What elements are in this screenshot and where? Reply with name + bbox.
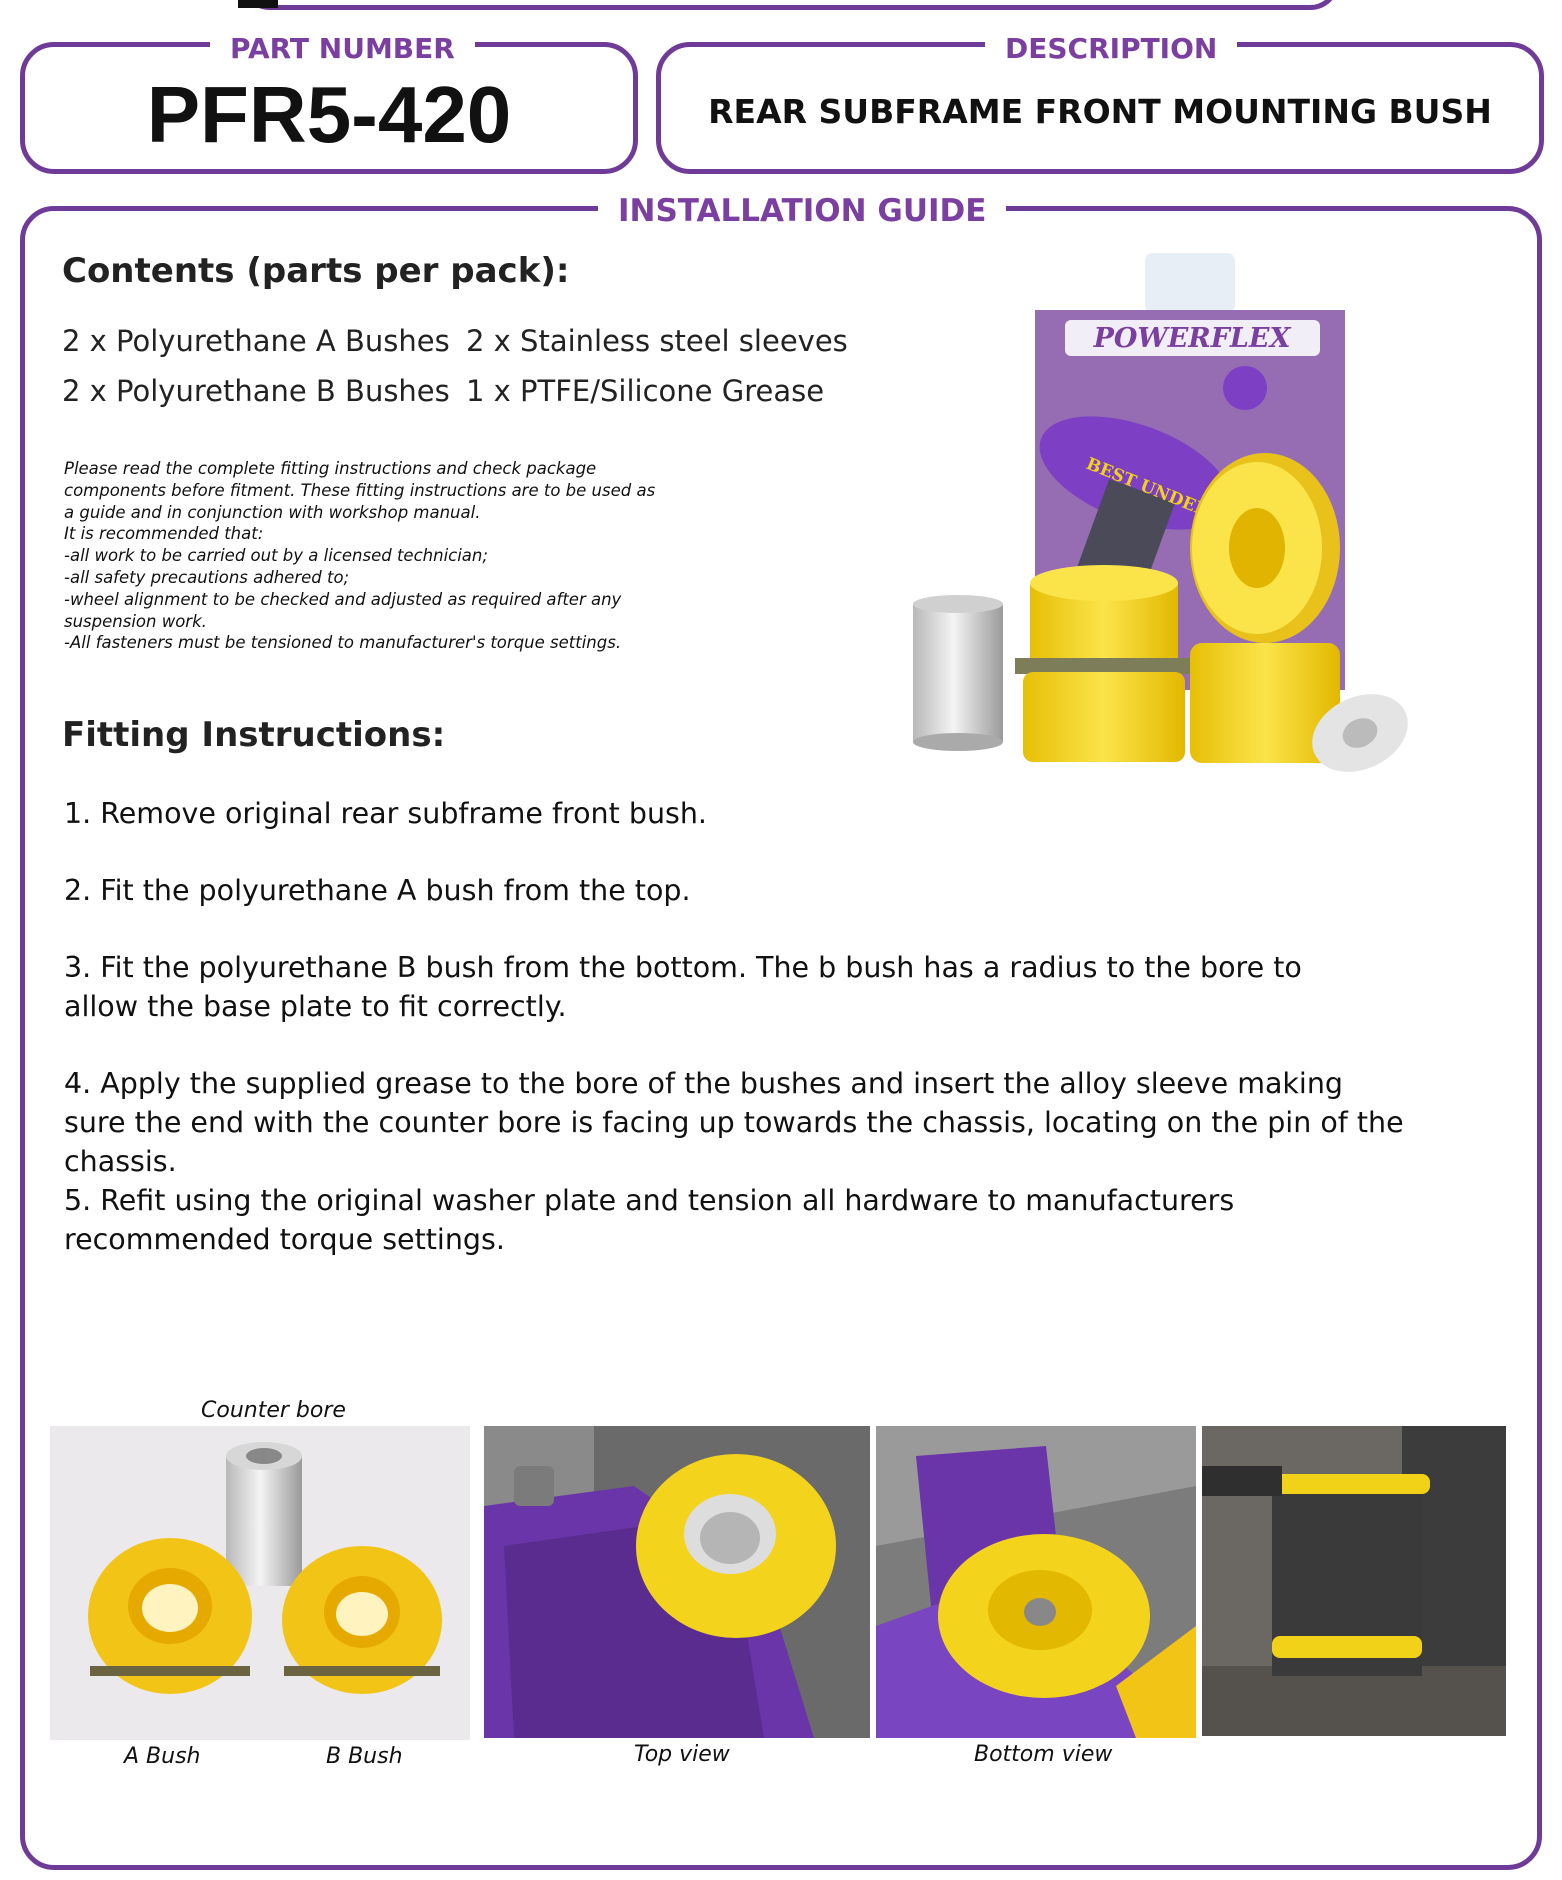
notice-line: -All fasteners must be tensioned to manufacturer's torque settings.: [64, 633, 622, 653]
installation-guide-legend: INSTALLATION GUIDE: [598, 192, 1006, 230]
caption-top-view: Top view: [634, 1742, 730, 1767]
part-number-legend: PART NUMBER: [210, 32, 475, 66]
contents-heading: Contents (parts per pack):: [62, 251, 570, 291]
step-2: 2. Fit the polyurethane A bush from the top.: [64, 874, 691, 907]
contents-item: 2 x Polyurethane A Bushes: [62, 324, 450, 358]
notice-line: -all safety precautions adhered to;: [64, 567, 350, 587]
notice-line: -all work to be carried out by a licensed technician;: [64, 546, 488, 566]
brand-logo: POWERFLEX: [1093, 323, 1291, 354]
step-1: 1. Remove original rear subframe front bush.: [64, 797, 707, 830]
product-package-image: [905, 248, 1475, 778]
photo-bottom-view: [876, 1426, 1196, 1738]
contents-item: 1 x PTFE/Silicone Grease: [466, 374, 825, 408]
photo-installed: [1202, 1426, 1506, 1736]
notice-line: suspension work.: [64, 611, 207, 631]
contents-list: [62, 316, 862, 416]
description-text: REAR SUBFRAME FRONT MOUNTING BUSH: [708, 92, 1492, 131]
caption-counter-bore: Counter bore: [201, 1398, 346, 1423]
safety-notice: [64, 458, 684, 654]
step-4: 4. Apply the supplied grease to the bore of the bushes and insert the alloy sleeve making sure the end with the counter bore is facing up towards the chassis, locating on the pin of the chassis.: [64, 1067, 1404, 1178]
top-banner-edge: [240, 0, 1340, 10]
notice-line: a guide and in conjunction with workshop manual.: [64, 502, 481, 522]
step-5: 5. Refit using the original washer plate and tension all hardware to manufacturers recommended torque settings.: [64, 1184, 1235, 1256]
photo-parts: [50, 1426, 470, 1740]
contents-item: 2 x Polyurethane B Bushes: [62, 374, 450, 408]
caption-a-bush: A Bush: [124, 1744, 201, 1769]
tag-text: BEST UNDER: [1083, 454, 1212, 522]
fitting-heading: Fitting Instructions:: [62, 715, 446, 755]
notice-line: -wheel alignment to be checked and adjusted as required after any: [64, 589, 622, 609]
caption-b-bush: B Bush: [326, 1744, 403, 1769]
contents-item: 2 x Stainless steel sleeves: [466, 324, 848, 358]
notice-line: It is recommended that:: [64, 524, 264, 544]
part-number: PFR5-420: [146, 70, 512, 159]
photo-top-view: [484, 1426, 870, 1738]
caption-bottom-view: Bottom view: [974, 1742, 1113, 1767]
notice-line: components before fitment. These fitting instructions are to be used as: [64, 480, 656, 500]
top-banner-mark: [238, 0, 278, 8]
description-legend: DESCRIPTION: [985, 32, 1237, 66]
step-3: 3. Fit the polyurethane B bush from the bottom. The b bush has a radius to the bore to allow the base plate to fit correctly.: [64, 951, 1302, 1023]
notice-line: Please read the complete fitting instructions and check package: [64, 459, 597, 478]
